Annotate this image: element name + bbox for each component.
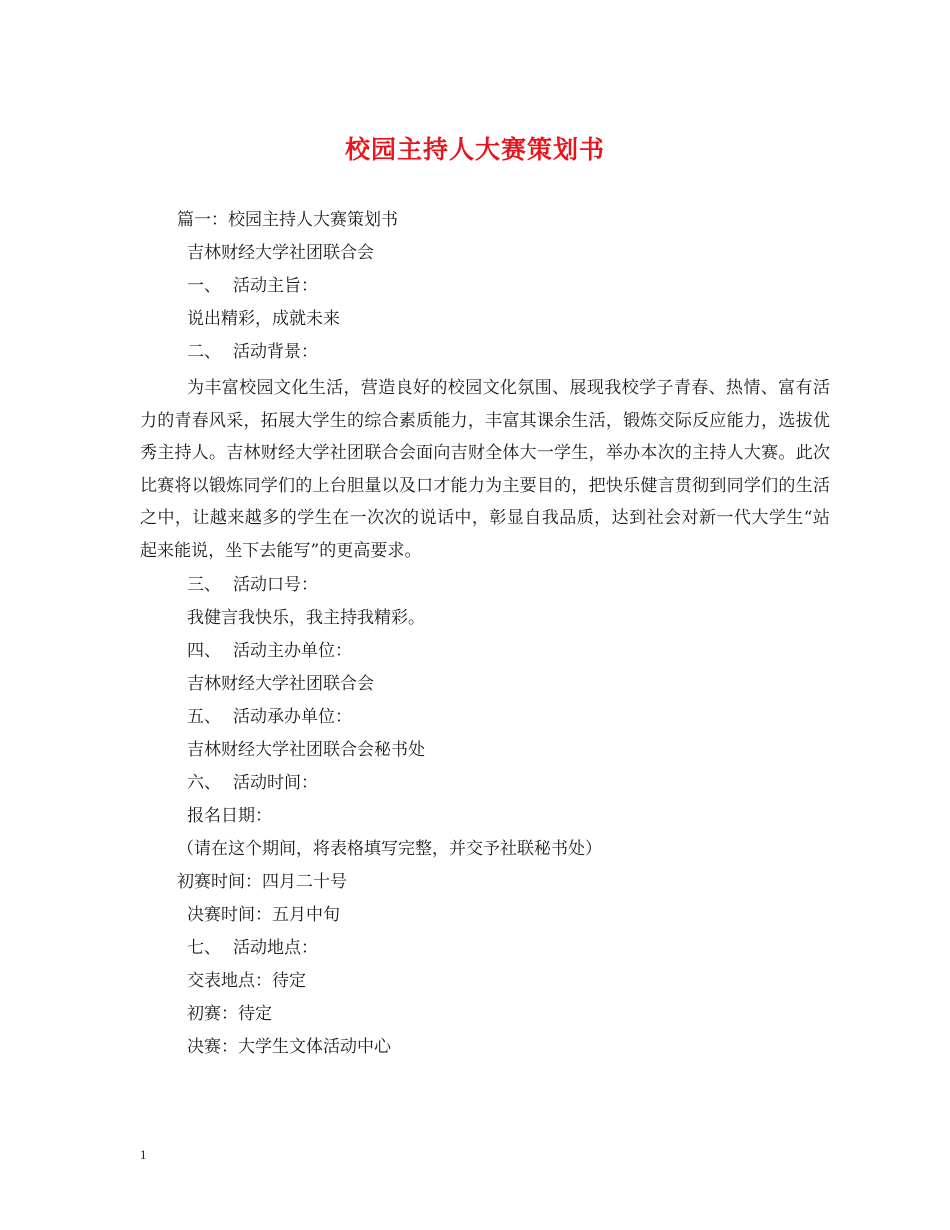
section-label: 活动地点： — [233, 938, 318, 958]
document-body — [140, 204, 830, 1064]
section-heading-5 — [140, 701, 830, 734]
section-number: 六、 — [187, 773, 221, 793]
section-heading-2 — [140, 336, 830, 369]
section-number: 三、 — [187, 575, 221, 595]
submission-location: 交表地点：待定 — [187, 971, 306, 991]
registration-date: 报名日期： — [187, 806, 272, 826]
section-number: 七、 — [187, 938, 221, 958]
background-paragraph-wrap — [140, 369, 830, 569]
section-heading-1 — [140, 270, 830, 303]
section-heading-7 — [140, 932, 830, 965]
section-label: 活动背景： — [233, 342, 318, 362]
section-text-3: 我健言我快乐，我主持我精彩。 — [187, 608, 425, 628]
section-label: 活动承办单位： — [233, 707, 352, 727]
chapter-heading: 篇一：校园主持人大赛策划书 — [177, 210, 398, 230]
preliminary-time: 初赛时间：四月二十号 — [177, 872, 347, 892]
section-heading-3 — [140, 569, 830, 602]
section-label: 活动主旨： — [233, 276, 318, 296]
final-time: 决赛时间：五月中旬 — [187, 905, 340, 925]
background-paragraph: 为丰富校园文化生活，营造良好的校园文化氛围、展现我校学子青春、热情、富有活力的青春风采，拓展大学生的综合素质能力，丰富其课余生活，锻炼交际反应能力，选拔优秀主持人。吉林财经大学社团联合会面向吉财全体大一学生，举办本次的主持人大赛。此次比赛将以锻炼同学们的上台胆量以及口才能力为主要目的，把快乐健言贯彻到同学们的生活之中，让越来越多的学生在一次次的说话中，彰显自我品质，达到社会对新一代大学生“站起来能说，坐下去能写”的更高要求。 — [140, 378, 830, 561]
section-number: 一、 — [187, 276, 221, 296]
section-heading-6 — [140, 767, 830, 800]
preliminary-location: 初赛：待定 — [187, 1004, 272, 1024]
section-label: 活动口号： — [233, 575, 318, 595]
section-text-5: 吉林财经大学社团联合会秘书处 — [187, 740, 425, 760]
section-heading-4 — [140, 635, 830, 668]
section-number: 五、 — [187, 707, 221, 727]
section-number: 四、 — [187, 641, 221, 661]
document-title: 校园主持人大赛策划书 — [344, 135, 605, 164]
section-number: 二、 — [187, 342, 221, 362]
section-label: 活动时间： — [233, 773, 318, 793]
registration-note: （请在这个期间，将表格填写完整，并交予社联秘书处） — [177, 839, 602, 859]
section-text-4: 吉林财经大学社团联合会 — [187, 674, 374, 694]
section-text-1: 说出精彩，成就未来 — [187, 309, 340, 329]
organizer-line: 吉林财经大学社团联合会 — [187, 243, 374, 263]
page-number: 1 — [140, 1147, 147, 1162]
section-label: 活动主办单位： — [233, 641, 352, 661]
final-location: 决赛：大学生文体活动中心 — [187, 1037, 391, 1057]
